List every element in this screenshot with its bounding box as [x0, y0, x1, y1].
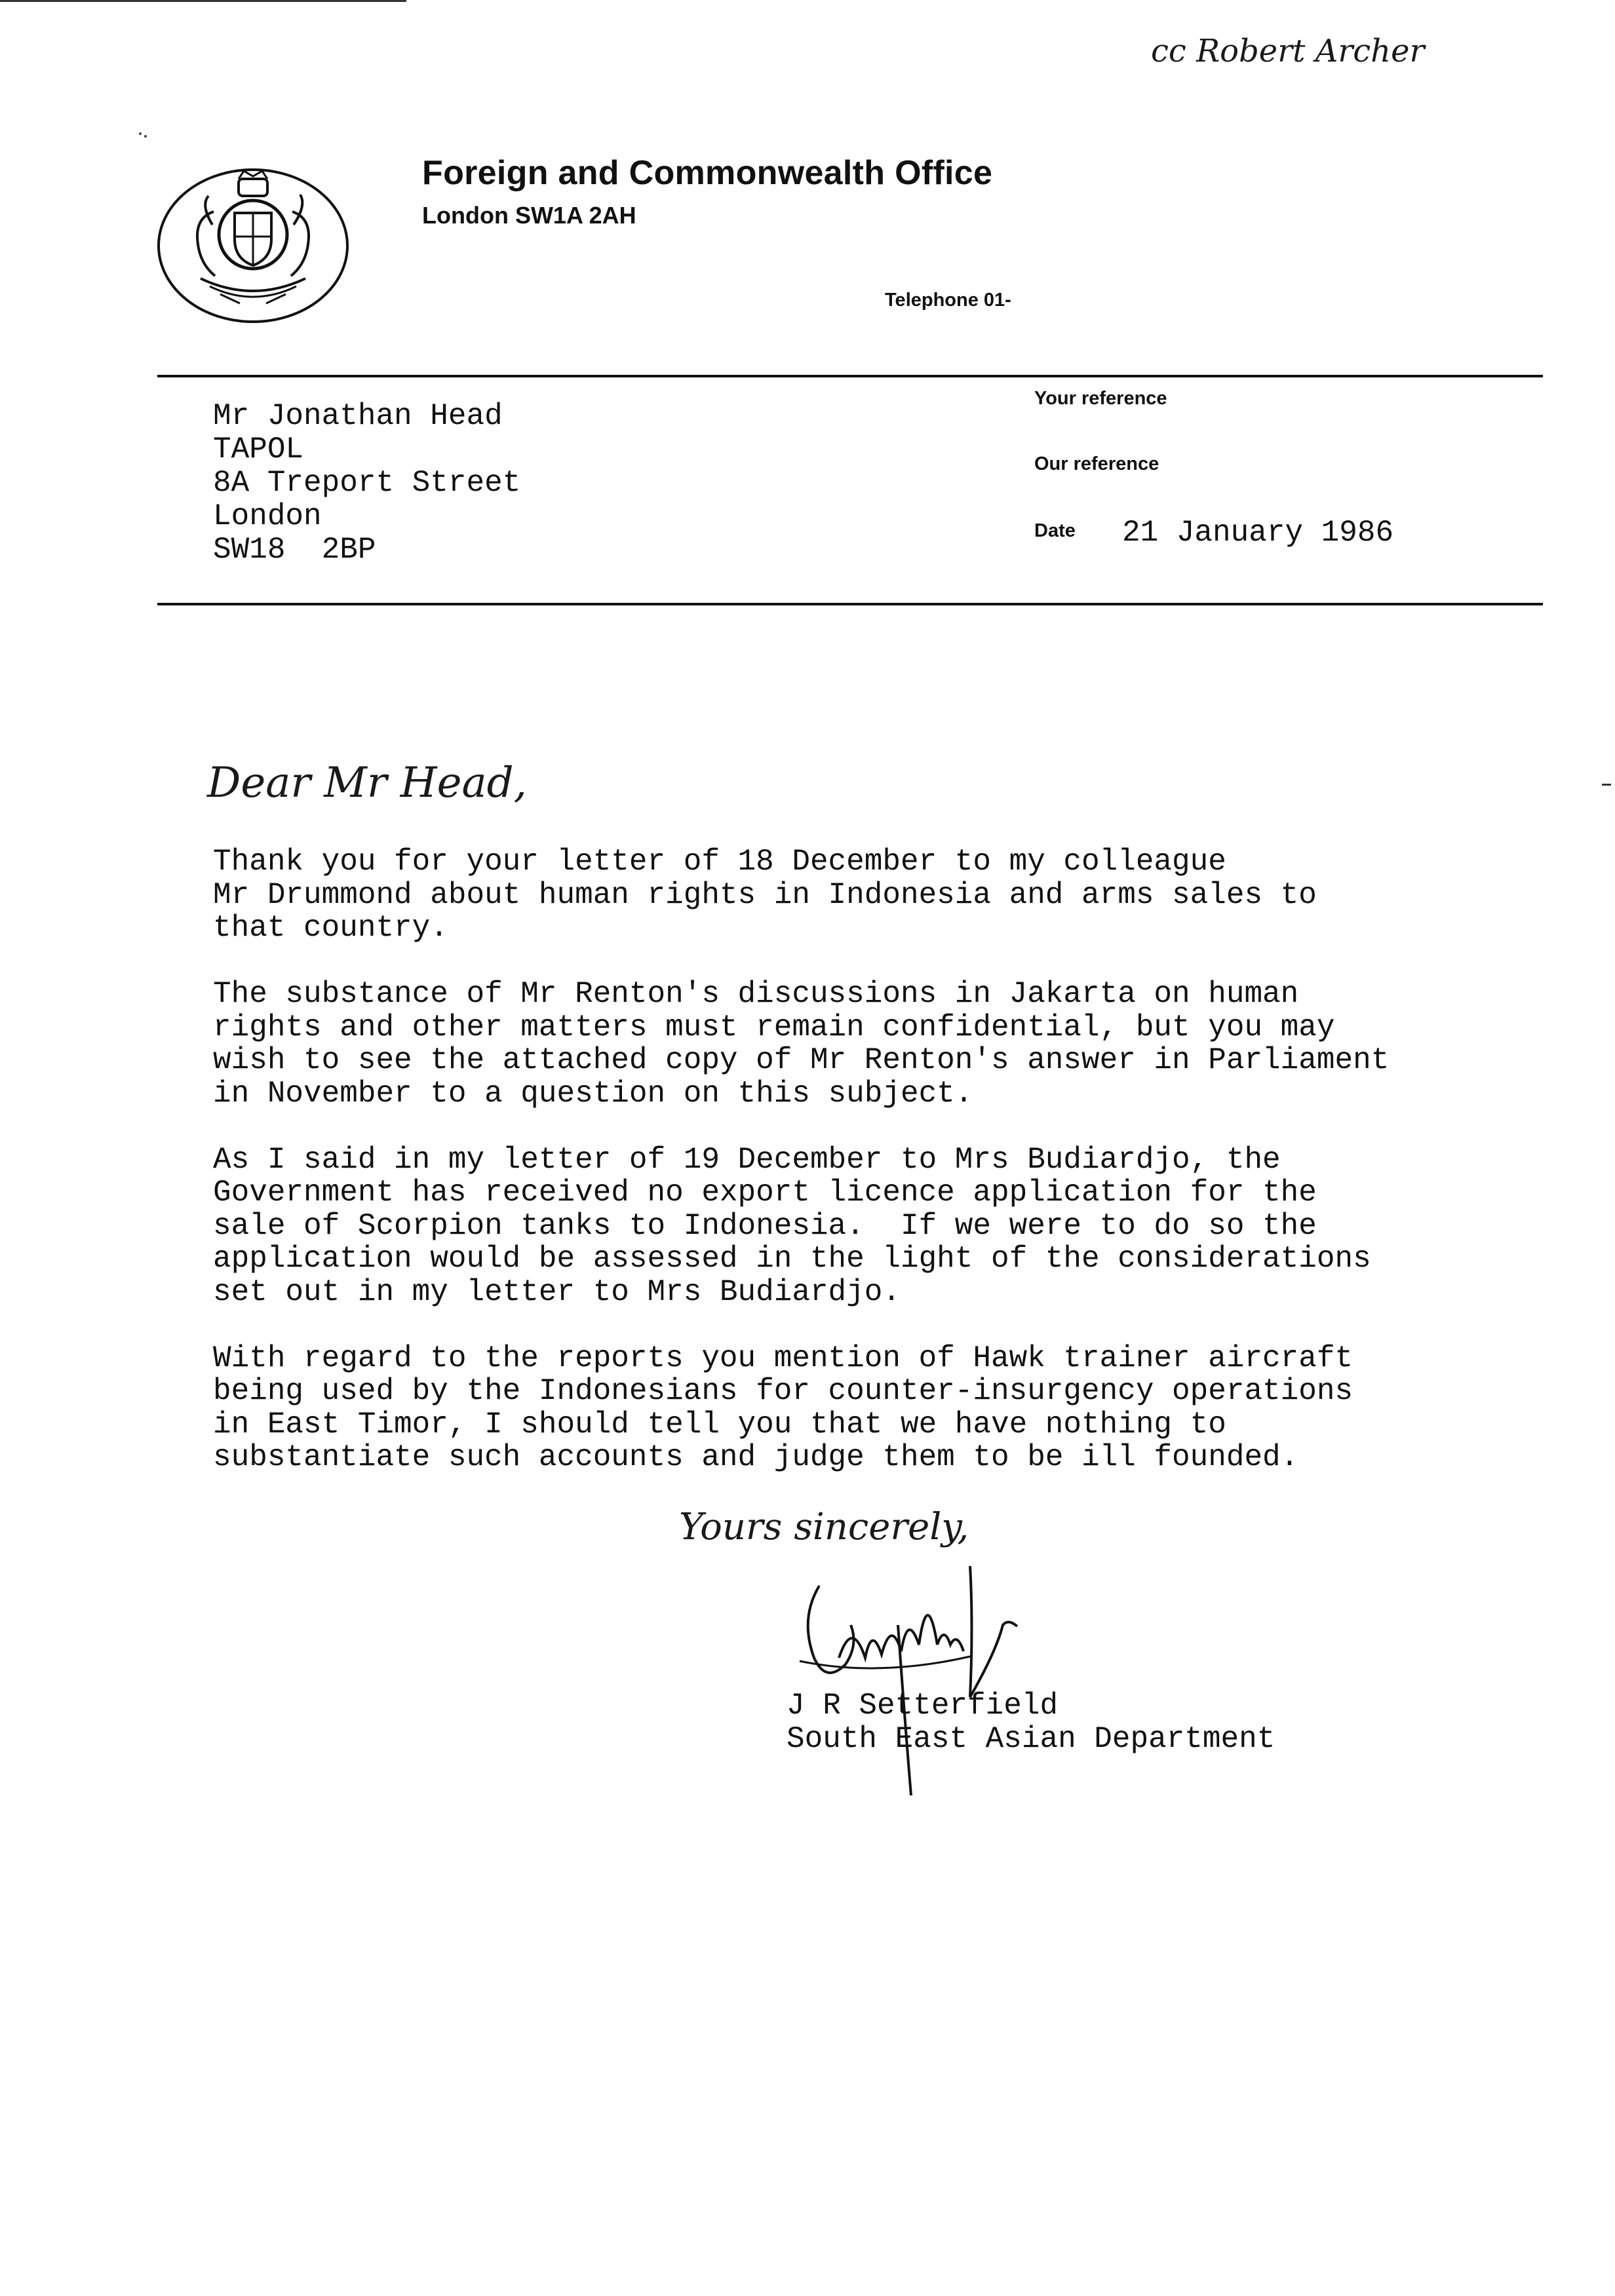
- salutation: Dear Mr Head,: [207, 759, 527, 807]
- signer-department: South East Asian Department: [787, 1721, 1275, 1756]
- our-reference-label: Our reference: [1034, 453, 1159, 474]
- recipient-address: [213, 400, 520, 567]
- date-label: Date: [1034, 520, 1076, 541]
- body-line: The substance of Mr Renton's discussions in Jakarta on human: [213, 977, 1299, 1011]
- organisation-name: Foreign and Commonwealth Office: [422, 154, 993, 192]
- closing: Yours sincerely,: [679, 1506, 969, 1548]
- scan-edge-line: [0, 0, 406, 2]
- recipient-address-line: London: [213, 499, 322, 533]
- body-line: in East Timor, I should tell you that we have nothing to: [213, 1407, 1226, 1442]
- your-reference-label: Your reference: [1034, 388, 1167, 409]
- body-paragraph: [213, 845, 1550, 945]
- body-line: in November to a question on this subject.: [213, 1076, 973, 1111]
- body-line: that country.: [213, 911, 448, 945]
- organisation-address: London SW1A 2AH: [422, 202, 636, 229]
- body-line: substantiate such accounts and judge them to be ill founded.: [213, 1440, 1299, 1474]
- body-line: sale of Scorpion tanks to Indonesia. If we were to do so the: [213, 1208, 1317, 1243]
- header-divider: [157, 375, 1543, 377]
- handwritten-signature: [773, 1546, 1101, 1808]
- signer-name: J R Setterfield: [787, 1689, 1059, 1723]
- body-line: Thank you for your letter of 18 December to my colleague: [213, 845, 1226, 879]
- body-line: As I said in my letter of 19 December to Mrs Budiardjo, the: [213, 1142, 1281, 1177]
- body-line: With regard to the reports you mention of Hawk trainer aircraft: [213, 1341, 1353, 1375]
- scan-speck: [144, 135, 147, 138]
- recipient-address-line: TAPOL: [213, 432, 304, 467]
- recipient-address-line: SW18 2BP: [213, 533, 376, 567]
- body-paragraph: [213, 1342, 1550, 1474]
- body-paragraph: [213, 978, 1550, 1110]
- scan-speck: [139, 132, 142, 135]
- royal-coat-of-arms-icon: [155, 166, 351, 326]
- body-line: wish to see the attached copy of Mr Renton's answer in Parliament: [213, 1043, 1390, 1077]
- body-paragraph: [213, 1143, 1550, 1309]
- handwritten-annotation: cc Robert Archer: [1151, 33, 1425, 69]
- body-line: Mr Drummond about human rights in Indonesia and arms sales to: [213, 877, 1317, 912]
- recipient-address-line: 8A Treport Street: [213, 466, 521, 500]
- body-line: application would be assessed in the light of the considerations: [213, 1242, 1371, 1276]
- signer-block: [787, 1689, 1275, 1755]
- scan-edge-mark: [1602, 784, 1611, 786]
- telephone-label: Telephone 01-: [885, 290, 1011, 311]
- body-line: being used by the Indonesians for counter-insurgency operations: [213, 1374, 1353, 1408]
- letter-body: [213, 845, 1550, 1507]
- body-line: rights and other matters must remain confidential, but you may: [213, 1010, 1335, 1044]
- recipient-address-line: Mr Jonathan Head: [213, 399, 503, 433]
- letter-date: 21 January 1986: [1122, 516, 1394, 550]
- body-line: set out in my letter to Mrs Budiardjo.: [213, 1274, 901, 1309]
- address-divider: [157, 603, 1543, 605]
- body-line: Government has received no export licence application for the: [213, 1176, 1317, 1210]
